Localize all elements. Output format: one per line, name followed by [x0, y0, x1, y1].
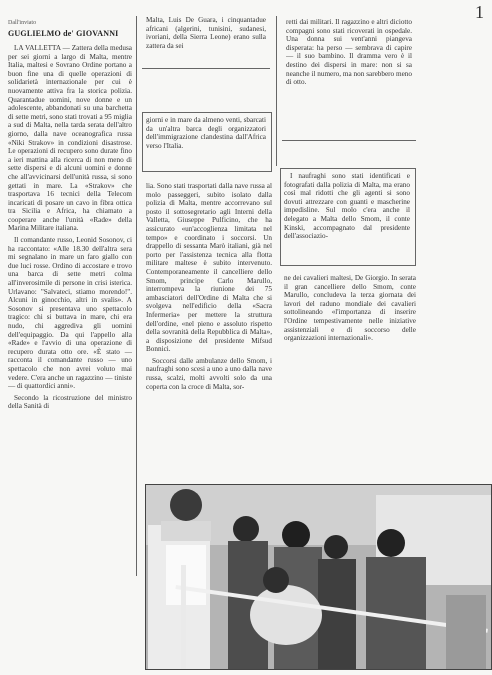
paragraph: lia. Sono stati trasportati dalla nave russa al molo passeggeri, subito isolato dalla polizia di Malta, mentre accorrevano sul posto il sottosegretario agli Interni della Valletta, Giuseppe Pulficino, che ha assicurato «un'accoglienza limitata nel tempo» e coordinato i soccorsi. Un drappello di sessanta Marò italiani, già nel porto per l'assistenza tecnica alla flotta militare maltese è subito intervenuto. Contemporaneamente il cancelliere dello Smom, principe Carlo Marullo, interrompeva la riunione dei 75 ambasciatori dell'Ordine di Malta che si svolgeva nell'edificio della «Sacra Infermeria» per mettere la struttura dell'ordine, «nel pieno e assoluto rispetto della sovranità della Repubblica di Malta», a disposizione del presidente Mifsud Bonnici.: [146, 182, 272, 354]
divider-line: [282, 140, 416, 141]
dateline-label: Dall'inviato: [8, 20, 37, 26]
rescue-scene-image: [146, 485, 491, 669]
paragraph: giorni e in mare da almeno venti, sbarcati da un'altra barca degli organizzatori dell'immigrazione clandestina dall'Africa verso l'Italia.: [146, 116, 266, 150]
article-column-2-top: [146, 16, 266, 64]
paragraph: Soccorsi dalle ambulanze dello Smom, i naufraghi sono scesi a uno a uno dalla nave russa, scalzi, molti avvolti solo da una coperta con la croce di Malta, sor-: [146, 356, 272, 391]
paragraph: LA VALLETTA — Zattera della medusa per sei giorni a largo di Malta, mentre Italia, maltesi e Sovrano Ordine portano a buon fine una di quelle operazioni di solidarietà internazionale per cui è nuovamente attiva fra la storica polizia. Quarantadue uomini, nove donne e un adolescente, abbandonati su una barchetta di sette metri, sono stati trovati a 95 miglia a sud di Malta, nella tarda serata dell'altro giorno, dalla nave oceanografica russa «Niki Strakov» in condizioni disastrose. Le operazioni di recupero sono durate fino a ieri mattina alla ricerca di non meno di sette dispersi e di alcuni uomini e donne che all'avvicinarsi dell'unità russa, si sono gettati in mare. La «Strakov» che trasportava 16 tecnici della Telecom incaricati di posare un cavo in fibra ottica tra Sicilia e Africa, ha chiamato a cooperare anche l'unità «Rade» della Marina Militare italiana.: [8, 44, 132, 233]
page-number: 1: [475, 2, 484, 22]
divider-line: [142, 68, 270, 69]
article-column-2-main: [146, 182, 272, 472]
paragraph: Malta, Luis De Guara, i cinquantadue africani (algerini, tunisini, sudanesi, ivoriani, della Sierra Leone) erano sulla zattera da sei: [146, 16, 266, 50]
article-column-2-middle: [146, 116, 266, 166]
paragraph: I naufraghi sono stati identificati e fotografati dalla polizia di Malta, ma erano così mal ridotti che gli agenti si sono dovuti attrezzare con guanti e mascherine impedisline. Sul molo c'era anche il delegato a Malta dello Smom, il conte Kinski, accompagnato dal presidente dell'associazio-: [284, 172, 410, 241]
article-column-1: [8, 44, 132, 564]
column-divider: [276, 16, 277, 166]
news-photo: [145, 484, 492, 670]
author-byline: GUGLIELMO de' GIOVANNI: [8, 29, 119, 38]
paragraph: Secondo la ricostruzione del ministro della Sanità di: [8, 393, 132, 411]
article-column-3-top: [286, 18, 412, 136]
article-column-3-bottom: [284, 274, 416, 386]
article-column-3-middle: [284, 172, 410, 260]
paragraph: retti dai militari. Il ragazzino e altri diciotto compagni sono stati ricoverati in ospedale. Una donna sui vent'anni piangeva disperata: ha perso — sembrava di capire — il suo bambino. Il dramma vero è il destino dei dispersi in mare: non si sa neanche il numero, ma non sarebbero meno di otto.: [286, 18, 412, 87]
paragraph: ne dei cavalieri maltesi, De Giorgio. In serata il gran cancelliere dello Smom, conte Marullo, concludeva la terza giornata dei lavori del raduno mondiale dei cavalieri sottolineando «l'importanza di inserire l'Ordine tempestivamente nelle iniziative assistenziali e di soccorso delle organizzazioni internazionali».: [284, 274, 416, 343]
column-divider: [136, 16, 137, 576]
paragraph: Il comandante russo, Leonid Sosonov, ci ha raccontato: «Alle 18.30 dell'altra sera mi segnalano in mare un faro giallo con due luci rosse. Ordino di accostare e trovo una barca di sette metri colma all'inverosimile di persone in crisi isterica. Urlavano: "Salvateci, stiamo morendo!". Alcuni in ginocchio, altri in svalis». A Sosonov si presentava uno spettacolo tragico: chi si buttava in mare, chi era nudo, chi aggrediva gli uomini dell'equipaggio. Da qui l'appello alla «Rade» e l'avvio di una operazione di recupero durata otto ore. «È stato — racconta il comandante russo — uno spettacolo che non avrei voluto mai vedere. C'era anche un ragazzino — tiniste — di quattordici anni».: [8, 236, 132, 391]
